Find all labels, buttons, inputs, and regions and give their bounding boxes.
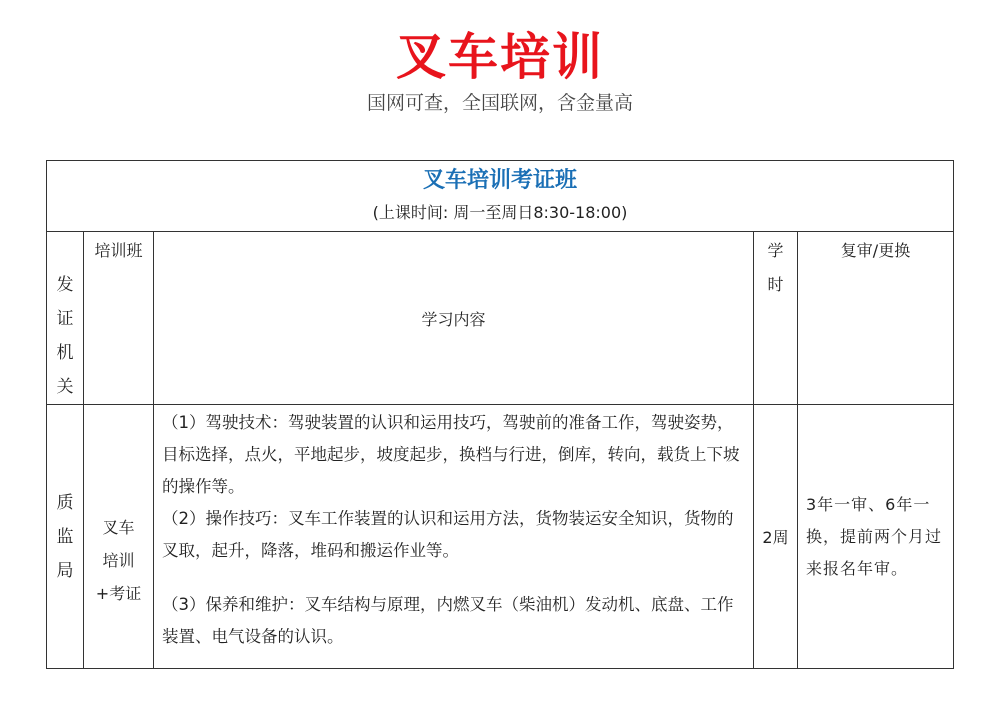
training-table bbox=[46, 160, 954, 669]
table-title-cell bbox=[47, 161, 954, 232]
table-title: 叉车培训考证班 bbox=[422, 168, 577, 193]
renew-header: 复审/更换 bbox=[798, 232, 954, 405]
content-item-operation: （2）操作技巧：叉车工作装置的认识和运用方法，货物装运安全知识，货物的叉取，起升，降落，堆码和搬运作业等。 bbox=[162, 509, 734, 560]
content-item-driving: （1）驾驶技术：驾驶装置的认识和运用技巧，驾驶前的准备工作，驾驶姿势，目标选择，点火，平地起步，坡度起步，换档与行进，倒库，转向，载货上下坡的操作等。 bbox=[162, 413, 740, 496]
content-header: 学习内容 bbox=[154, 232, 754, 405]
class-cell: 叉车 培训 +考证 bbox=[84, 405, 154, 669]
table-row bbox=[47, 405, 954, 669]
issuer-header: 发 证 机 关 bbox=[47, 232, 84, 405]
column-header-row bbox=[47, 232, 954, 405]
page-title: 叉车培训 bbox=[396, 28, 604, 86]
hours-cell: 2周 bbox=[754, 405, 798, 669]
content-item-maintenance: （3）保养和维护：叉车结构与原理，内燃叉车（柴油机）发动机、底盘、工作装置、电气设备的认识。 bbox=[162, 595, 734, 646]
class-header: 培训班 bbox=[84, 232, 154, 405]
table-title-row bbox=[47, 161, 954, 232]
renew-cell: 3年一审、6年一换，提前两个月过来报名年审。 bbox=[798, 405, 954, 669]
page-subtitle: 国网可查，全国联网，含金量高 bbox=[366, 92, 633, 114]
issuer-cell: 质 监 局 bbox=[47, 405, 84, 669]
class-schedule: (上课时间: 周一至周日8:30-18:00) bbox=[372, 203, 628, 222]
hours-header: 学 时 bbox=[754, 232, 798, 405]
content-cell bbox=[154, 405, 754, 669]
